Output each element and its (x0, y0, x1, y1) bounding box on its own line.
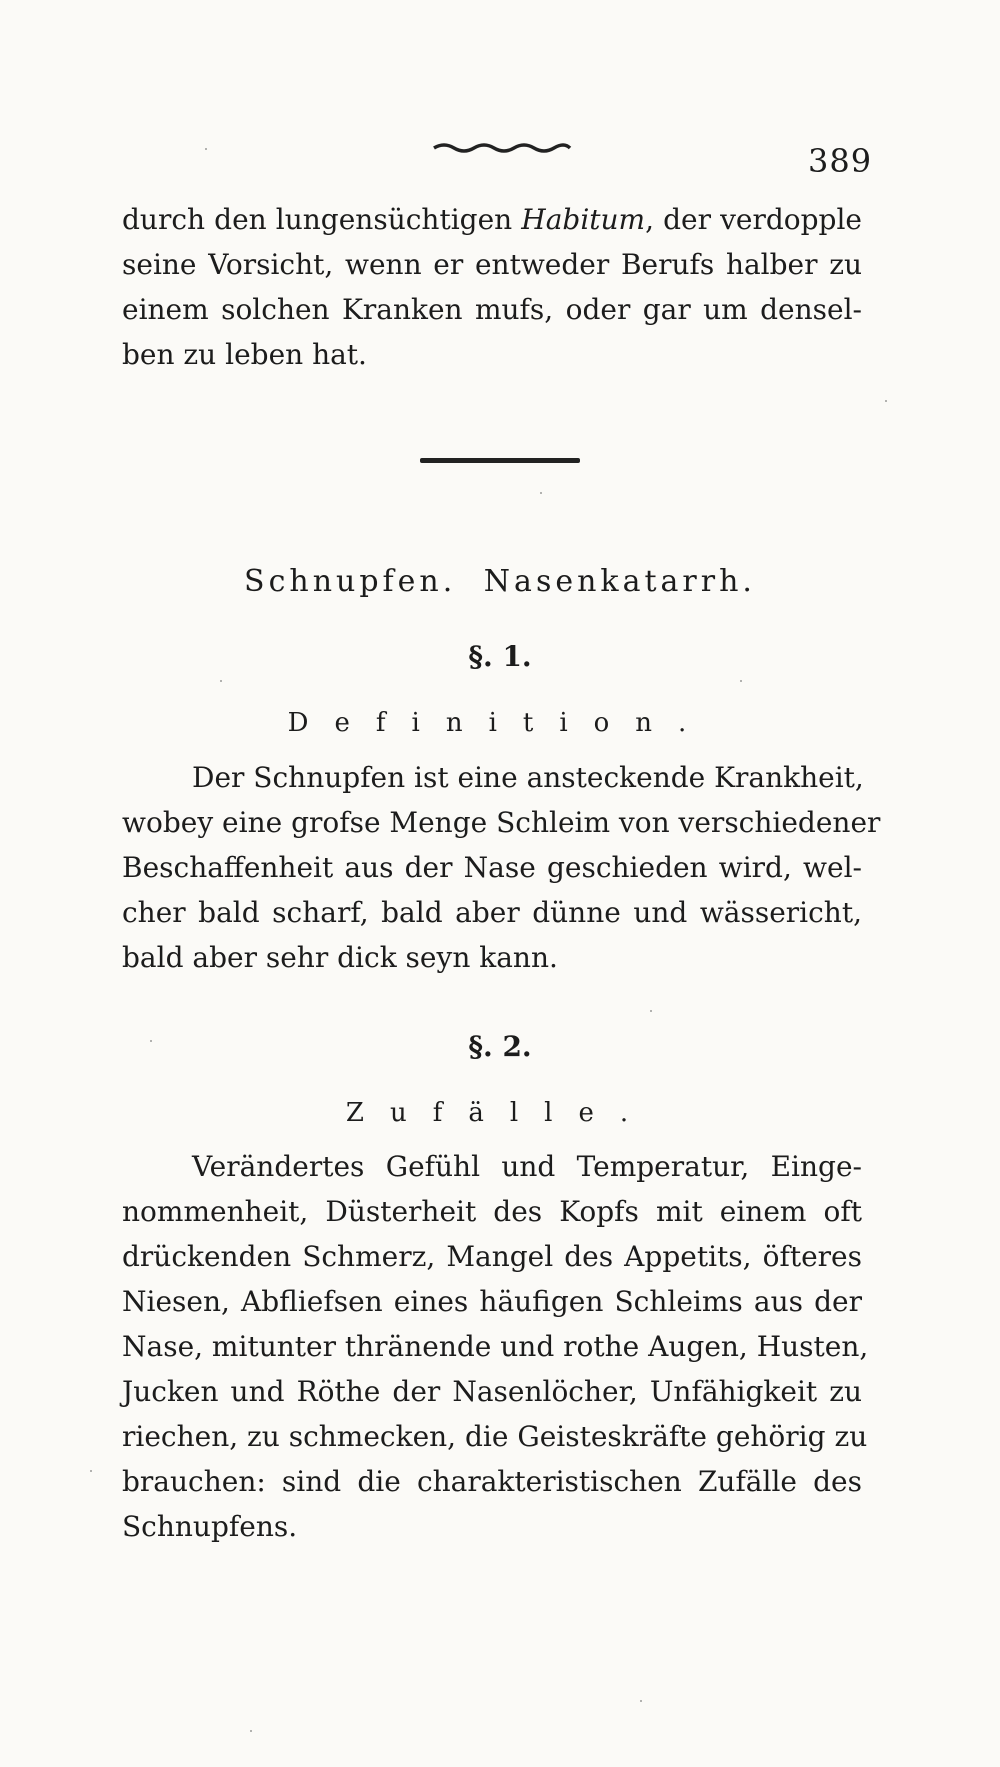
paper-speck (150, 1040, 152, 1042)
paragraph-line: ben zu leben hat. (122, 338, 367, 371)
paragraph-line: brauchen: sind die charakteristischen Zufälle des (122, 1465, 862, 1498)
page-number: 389 (808, 142, 873, 180)
paragraph-line: cher bald scharf, bald aber dünne und wässericht, (122, 896, 862, 929)
definition-paragraph (122, 755, 881, 980)
header-ornament (432, 140, 572, 156)
chapter-title: Schnupfen. Nasenkatarrh. (244, 564, 756, 599)
paragraph-line: Verändertes Gefühl und Temperatur, Einge- (192, 1150, 862, 1183)
paragraph-line: riechen, zu schmecken, die Geisteskräfte gehörig zu (122, 1420, 868, 1453)
paragraph-line: seine Vorsicht, wenn er entweder Berufs halber zu (122, 248, 862, 281)
paper-speck (220, 680, 222, 682)
paragraph-line: Niesen, Abfliefsen eines häufigen Schleims aus der (122, 1285, 862, 1318)
top-paragraph (122, 197, 862, 377)
paper-speck (90, 1470, 92, 1472)
paragraph-line: Der Schnupfen ist eine ansteckende Krankheit, (192, 761, 864, 794)
paper-speck (205, 148, 207, 150)
section-divider-rule (420, 458, 580, 463)
symptoms-paragraph (122, 1144, 869, 1549)
paper-speck (740, 680, 742, 682)
paragraph-line: Schnupfens. (122, 1510, 298, 1543)
paragraph-line: drückenden Schmerz, Mangel des Appetits, öfteres (122, 1240, 862, 1273)
paper-speck (885, 400, 887, 402)
paragraph-line: durch den lungensüchtigen Habitum, der verdopple (122, 203, 863, 236)
paragraph-line: einem solchen Kranken mufs, oder gar um densel- (122, 293, 862, 326)
paragraph-line: Jucken und Röthe der Nasenlöcher, Unfähigkeit zu (122, 1375, 862, 1408)
paragraph-line: nommenheit, Düsterheit des Kopfs mit einem oft (122, 1195, 862, 1228)
paper-speck (250, 1730, 252, 1732)
section-mark-2: §. 2. (468, 1030, 532, 1063)
paragraph-line: bald aber sehr dick seyn kann. (122, 941, 558, 974)
section-heading-zufaelle: Zufälle. (345, 1098, 655, 1128)
paper-speck (640, 1700, 642, 1702)
paper-speck (650, 1010, 652, 1012)
paragraph-line: Nase, mitunter thränende und rothe Augen, Husten, (122, 1330, 869, 1363)
section-heading-definition: Definition. (287, 708, 713, 738)
paragraph-line: Beschaffenheit aus der Nase geschieden wird, wel- (122, 851, 862, 884)
section-mark-1: §. 1. (468, 640, 532, 673)
paragraph-line: wobey eine grofse Menge Schleim von verschiedener (122, 806, 881, 839)
paper-speck (540, 492, 542, 494)
